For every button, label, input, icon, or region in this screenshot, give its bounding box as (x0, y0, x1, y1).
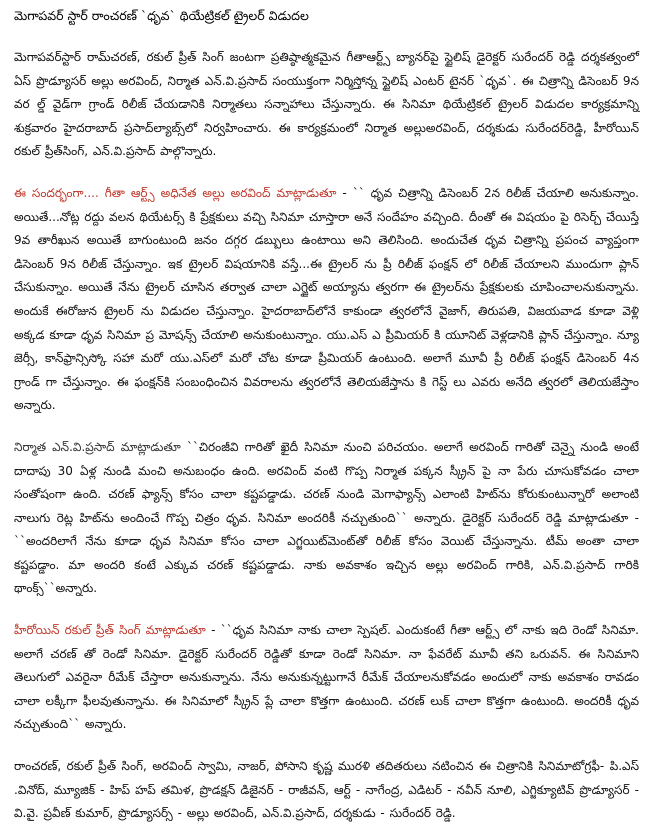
rakul-paragraph (14, 619, 639, 737)
intro-paragraph: మెగాపవర్‌స్టార్ రామ్‌చరణ్, రకుల్ ప్రీత్ సింగ్ జంటగా ప్రతిష్ఠాత్మకమైన గీతాఆర్ట్స్ బ్యానర్‌పై స్టైలిష్ డైరెక్టర్ సురేందర్ రెడ్డి దర్శకత్వంలో ఏస్ ప్రొడ్యూసర్ అల్లు అరవింద్, నిర్మాత ఎన్.వి.ప్రసాద్ సంయుక్తంగా నిర్మిస్తోన్న స్టైలిష్ ఎంటర్ టైనర్ `ధృవ`. ఈ చిత్రాన్ని డిసెంబర్ 9న వర ల్డ్ వైడ్‌గా గ్రాండ్ రిలీజ్ చేయడానికి నిర్మాతలు సన్నాహాలు చేస్తున్నారు. ఈ సినిమా థియేట్రికల్ ట్రైలర్ విడుదల కార్యక్రమాన్ని శుక్రవారం హైదరాబాద్ ప్రసాద్‌ల్యాబ్స్‌లో నిర్వహించారు. ఈ కార్యక్రమంలో నిర్మాత అల్లుఅరవింద్, దర్శకుడు సురేందర్‌రెడ్డి, హీరోయిన్ రకుల్ ప్రీత్‌సింగ్, ఎన్.వి.ప్రసాద్ పాల్గొన్నారు. (14, 50, 639, 159)
allu-aravind-paragraph (14, 182, 639, 418)
article-title: మెగాపవర్ స్టార్ రాంచరణ్ `ధృవ` థియేట్రికల్ ట్రైలర్ విడుదల (14, 8, 309, 23)
nv-prasad-paragraph (14, 436, 639, 601)
rakul-quote: - ``ధృవ సినిమా నాకు చాలా స్పెషల్. ఎందుకంటే గీతా ఆర్ట్స్ లో నాకు ఇది రెండో సినిమా. అలాగే చరణ్ తో రెండో సినిమా. డైరెక్టర్ సురేందర్ రెడ్డితో కూడా రెండో సినిమా. నా ఫేవరేట్ మూవీ తని ఒరువన్. ఈ సినిమాని తెలుగులో ఎవరైనా రీమేక్ చేస్తారా అనుకున్నాను. నేను అనుకున్నట్టుగానే రీమేక్ చేయాలనుకోవడం అందులో నాకు అవకాశం రావడం చాలా లక్కీగా ఫీలవుతున్నాను. ఈ సినిమాలో స్క్రీన్ ప్లే చాలా కొత్తగా ఉంటుంది. చరణ్ లుక్ చాలా కొత్తగా ఉంటుంది. అందరికీ ధృవ నచ్చుతుంది`` అన్నారు. (14, 623, 639, 732)
allu-aravind-quote: - `` ధృవ చిత్రాన్ని డిసెంబర్ 2న రిలీజ్ చేయాలి అనుకున్నాం. అయితే...నోట్ల రద్దు వలన థియేటర్స్ కి ప్రేక్షకులు వచ్చి సినిమా చూస్తారా అనే సందేహం వచ్చింది. దీంతో ఈ విషయం పై రిసెర్చ్ చేయిస్తే 9వ తారీఖున అయితే బాగుంటుంది జనం దగ్గర డబ్బులు ఉంటాయి అని తెలిసింది. అందుచేత ధృవ చిత్రాన్ని ప్రపంచ వ్యాప్తంగా డిసెంబర్ 9న రిలీజ్ చేస్తున్నాం. ఇక ట్రైలర్ విషయానికి వస్తే...ఈ ట్రైలర్ ను ప్రీ రిలీజ్ ఫంక్షన్ లో రిలీజ్ చేయాలని ముందుగా ప్లాన్ చేసుకున్నాం. అయితే నేను ట్రైలర్ చూసిన తర్వాత చాలా ఎగ్జైట్ అయ్యాను త్వరగా ఈ ట్రైలర్‌ను ప్రేక్షకులకు చూపించాలనుకున్నాను. అందుకే ఈరోజున ట్రైలర్ ను విడుదల చేస్తున్నాం. హైదరాబాద్‌లోనే కాకుండా త్వరలోనే వైజాగ్, తిరుపతి, విజయవాడ కూడా వెళ్లి అక్కడ కూడా ధృవ సినిమా ప్ర మోషన్స్ చేయాలి అనుకుంటున్నాం. యు.ఎస్ ఎ ప్రీమియర్ కి యూనిట్ వెళ్లడానికి ప్లాన్ చేస్తున్నాం. న్యూ జెర్సీ, కాన్‌ఫ్రాన్సిస్కో సహా మరో యు.ఎస్‌లో మరో చోట కూడా ప్రీమియర్ ఉంటుంది. అలాగే మూవీ ప్రీ రిలీజ్ ఫంక్షన్ డిసెంబర్ 4న గ్రాండ్ గా చేస్తున్నాం. ఈ ఫంక్షన్‌కి సంబంధించిన వివరాలను త్వరలోనే తెలియజేస్తాను కి గెస్ట్ లు ఎవరు అనేది త్వరలో తెలియజేస్తాం అన్నారు. (14, 185, 639, 413)
speaker-nv-prasad: నిర్మాత ఎన్.వి.ప్రసాద్ మాట్లాడుతూ (14, 439, 181, 454)
nv-prasad-quote: ``చిరంజీవి గారితో ఖైదీ సినిమా నుంచి పరిచయం. అలాగే అరవింద్ గారితో చెన్నై నుండి అంటే దాదాపు 30 ఏళ్ల నుండి మంచి అనుబంధం ఉంది. అరవింద్ వంటి గొప్ప నిర్మాత పక్కన స్క్రీన్ పై నా పేరు చూసుకోవడం చాలా సంతోషంగా ఉంది. చరణ్ ఫ్యాన్స్ కోసం చాలా కష్టపడ్డాడు. చరణ్ నుండి మెగాఫ్యాన్స్ ఎలాంటి హిట్‌ను కోరుకుంటున్నారో అలాంటి నాలుగు రెట్ల హిట్‌ను అందించే గొప్ప చిత్రం ధృవ. సినిమా అందరికీ నచ్చుతుంది`` అన్నారు. డైరెక్టర్ సురేందర్ రెడ్డి మాట్లాడుతూ - ``అందరిలాగే నేను కూడా ధృవ సినిమా కోసం చాలా ఎగ్జయిట్‌మెంట్‌తో రిలీజ్ కోసం వెయిట్ చేస్తున్నాను. టీమ్ అంతా చాలా కష్టపడ్డాం. మా అందరి కంటే ఎక్కువ చరణ్ కష్టపడ్డాడు. నాకు అవకాశం ఇచ్చిన అల్లు అరవింద్ గారికి, ఎన్.వి.ప్రసాద్ గారికి థాంక్స్``అన్నారు. (14, 439, 639, 596)
credits-paragraph: రాంచరణ్, రకుల్ ప్రీత్ సింగ్, అరవింద్ స్వామి, నాజర్, పోసాని కృష్ణ మురళి తదితరులు నటించిన ఈ చిత్రానికి సినిమాటోగ్రఫీ- పి.ఎస్ .వినోద్, మ్యూజిక్ - హిప్ హప్ తమిళ, ప్రొడక్షన్ డిజైనర్ - రాజీవన్, ఆర్ట్ - నాగేంద్ర, ఎడిటర్ - నవీన్ నూలి, ఎగ్జిక్యూటివ్ ప్రొడ్యూసర్ - వి.వై. ప్రవీణ్ కుమార్, ప్రొడ్యూసర్స్ - అల్లు అరవింద్, ఎన్.వి.ప్రసాద్, దర్శకుడు - సురేందర్ రెడ్డి. (14, 759, 639, 821)
speaker-allu-aravind: ఈ సందర్భంగా.... గీతా ఆర్ట్స్ అధినేత అల్లు అరవింద్ మాట్లాడుతూ (14, 185, 337, 200)
speaker-rakul: హీరోయిన్ రకుల్ ప్రీత్ సింగ్ మాట్లాడుతూ (14, 623, 206, 638)
